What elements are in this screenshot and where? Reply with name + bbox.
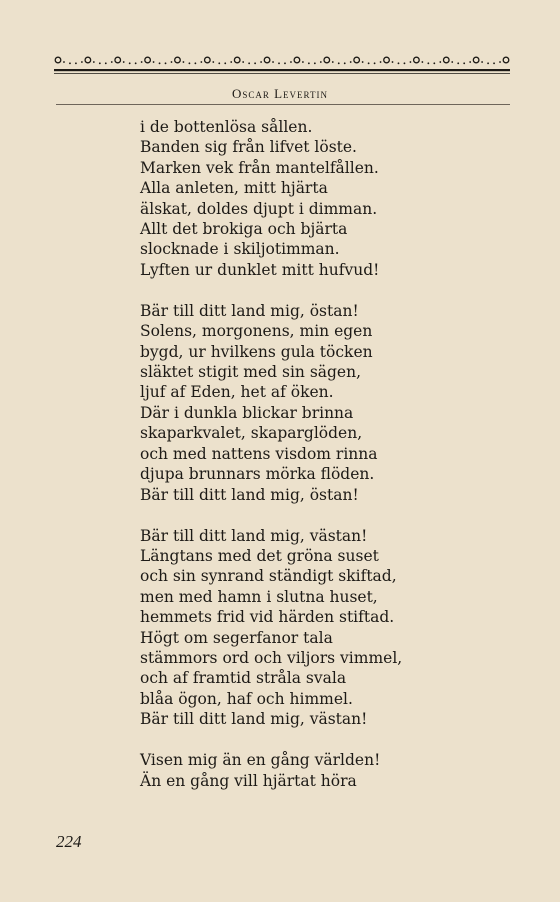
poem-line: Bär till ditt land mig, östan! bbox=[140, 301, 359, 320]
ornament-dot bbox=[272, 61, 274, 63]
ornament-ring bbox=[414, 57, 420, 63]
ornament-dot bbox=[410, 61, 412, 63]
ornament-dot bbox=[75, 62, 77, 64]
ornament-ring bbox=[115, 57, 121, 63]
ornament-dot bbox=[284, 62, 286, 64]
poem-line: ljuf af Eden, het af öken. bbox=[140, 383, 334, 402]
ornament-dot bbox=[183, 61, 185, 63]
ornament-dot bbox=[105, 62, 107, 64]
poem-line: blåa ögon, haf och himmel. bbox=[140, 689, 353, 708]
ornament-dot bbox=[344, 62, 346, 64]
ornament-dot bbox=[427, 62, 429, 64]
ornament-dot bbox=[212, 61, 214, 63]
poem-line: Högt om segerfanor tala bbox=[140, 628, 333, 647]
ornament-dot bbox=[350, 61, 352, 63]
ornament-dot bbox=[99, 62, 101, 64]
ornament-dot bbox=[368, 62, 370, 64]
poem-line: hemmets frid vid härden stiftad. bbox=[140, 608, 395, 627]
ornament-dot bbox=[69, 62, 71, 64]
ornament-ring bbox=[85, 57, 91, 63]
ornament-dot bbox=[230, 61, 232, 63]
poem-line: Bär till ditt land mig, östan! bbox=[140, 485, 359, 504]
ornament-ring bbox=[294, 57, 300, 63]
header-rule bbox=[56, 104, 510, 105]
ornament-dot bbox=[308, 62, 310, 64]
poem-line: och med nattens visdom rinna bbox=[140, 444, 378, 463]
poem-line: Lyften ur dunklet mitt hufvud! bbox=[140, 260, 380, 279]
poem-line: Marken vek från mantelfållen. bbox=[140, 158, 379, 177]
poem-line: Bär till ditt land mig, västan! bbox=[140, 710, 368, 729]
ornament-ring bbox=[264, 57, 270, 63]
ornament-dot bbox=[93, 61, 95, 63]
ornament-dot bbox=[153, 61, 155, 63]
ornament-dot bbox=[487, 62, 489, 64]
ornament-dot bbox=[242, 61, 244, 63]
ornament-dot bbox=[469, 61, 471, 63]
ornament-ring bbox=[443, 57, 449, 63]
ornament-dot bbox=[392, 61, 394, 63]
ornament-dot bbox=[200, 61, 202, 63]
poem-line: men med hamn i slutna huset, bbox=[140, 587, 378, 606]
stanza bbox=[140, 750, 440, 791]
poem-line: Solens, morgonens, min egen bbox=[140, 322, 373, 341]
ornament-dot bbox=[135, 62, 137, 64]
ornament-ring bbox=[473, 57, 479, 63]
ornament-dot bbox=[457, 62, 459, 64]
poem-line: släktet stigit med sin sägen, bbox=[140, 363, 362, 382]
poem-line: älskat, doldes djupt i dimman. bbox=[140, 199, 378, 218]
ornament-dot bbox=[499, 61, 501, 63]
ornament-dot bbox=[111, 61, 113, 63]
poem-line: Än en gång vill hjärtat höra bbox=[140, 771, 357, 790]
poem-line: Banden sig från lifvet löste. bbox=[140, 138, 357, 157]
ornament-ring bbox=[55, 57, 61, 63]
poem-line: Där i dunkla blickar brinna bbox=[140, 403, 354, 422]
ornament-dot bbox=[398, 62, 400, 64]
ornament-dot bbox=[380, 61, 382, 63]
ornament-ring bbox=[234, 57, 240, 63]
poem-line: i de bottenlösa sållen. bbox=[140, 118, 313, 136]
ornament-dot bbox=[451, 61, 453, 63]
poem-line: och sin synrand ständigt skiftad, bbox=[140, 567, 397, 586]
ornament-dot bbox=[374, 62, 376, 64]
ornament-ring bbox=[324, 57, 330, 63]
ornament-ring bbox=[384, 57, 390, 63]
poem-line: Allt det brokiga och bjärta bbox=[140, 220, 348, 239]
poem-line: Längtans med det gröna suset bbox=[140, 546, 379, 565]
ornament-dot bbox=[254, 62, 256, 64]
ornament-dot bbox=[165, 62, 167, 64]
ornament-dot bbox=[278, 62, 280, 64]
poem-line: bygd, ur hvilkens gula töcken bbox=[140, 342, 373, 361]
ornament-ring bbox=[175, 57, 181, 63]
poem-line: skaparkvalet, skaparglöden, bbox=[140, 424, 363, 443]
poem-line: Visen mig än en gång världen! bbox=[140, 751, 381, 770]
page-number: 224 bbox=[56, 832, 82, 851]
ornament-dot bbox=[218, 62, 220, 64]
ornament-dot bbox=[81, 61, 83, 63]
running-head: Oscar Levertin bbox=[231, 86, 329, 101]
poem-line: slocknade i skiljotimman. bbox=[140, 240, 340, 259]
ornament-dot bbox=[290, 61, 292, 63]
ornament-dot bbox=[248, 62, 250, 64]
ornament-dot bbox=[481, 61, 483, 63]
ornament-dot bbox=[189, 62, 191, 64]
ornament-dot bbox=[123, 61, 125, 63]
ornament-dot bbox=[129, 62, 131, 64]
poem-line: och af framtid stråla svala bbox=[140, 669, 347, 688]
decorative-border-ornament bbox=[52, 48, 512, 82]
ornament-dot bbox=[362, 61, 364, 63]
poem-line: Bär till ditt land mig, västan! bbox=[140, 526, 368, 545]
ornament-dot bbox=[338, 62, 340, 64]
ornament-dot bbox=[439, 61, 441, 63]
poem-body bbox=[140, 117, 440, 791]
ornament-ring bbox=[205, 57, 211, 63]
ornament-dot bbox=[404, 62, 406, 64]
ornament-dot bbox=[141, 61, 143, 63]
ornament-ring bbox=[503, 57, 509, 63]
stanza bbox=[140, 117, 440, 280]
stanza bbox=[140, 526, 440, 730]
ornament-dot bbox=[463, 62, 465, 64]
stanza bbox=[140, 301, 440, 505]
ornament-dot bbox=[194, 62, 196, 64]
ornament-dot bbox=[433, 62, 435, 64]
ornament-dot bbox=[332, 61, 334, 63]
ornament-dot bbox=[159, 62, 161, 64]
ornament-dot bbox=[314, 62, 316, 64]
ornament-ring bbox=[145, 57, 151, 63]
ornament-dot bbox=[63, 61, 65, 63]
ornament-dot bbox=[171, 61, 173, 63]
poem-line: djupa brunnars mörka flöden. bbox=[140, 465, 375, 484]
poem-line: Alla anleten, mitt hjärta bbox=[140, 179, 328, 198]
ornament-dot bbox=[421, 61, 423, 63]
ornament-dot bbox=[302, 61, 304, 63]
ornament-dot bbox=[320, 61, 322, 63]
ornament-dot bbox=[224, 62, 226, 64]
poem-line: stämmors ord och viljors vimmel, bbox=[140, 648, 403, 667]
ornament-dot bbox=[260, 61, 262, 63]
ornament-ring bbox=[354, 57, 360, 63]
ornament-dot bbox=[493, 62, 495, 64]
